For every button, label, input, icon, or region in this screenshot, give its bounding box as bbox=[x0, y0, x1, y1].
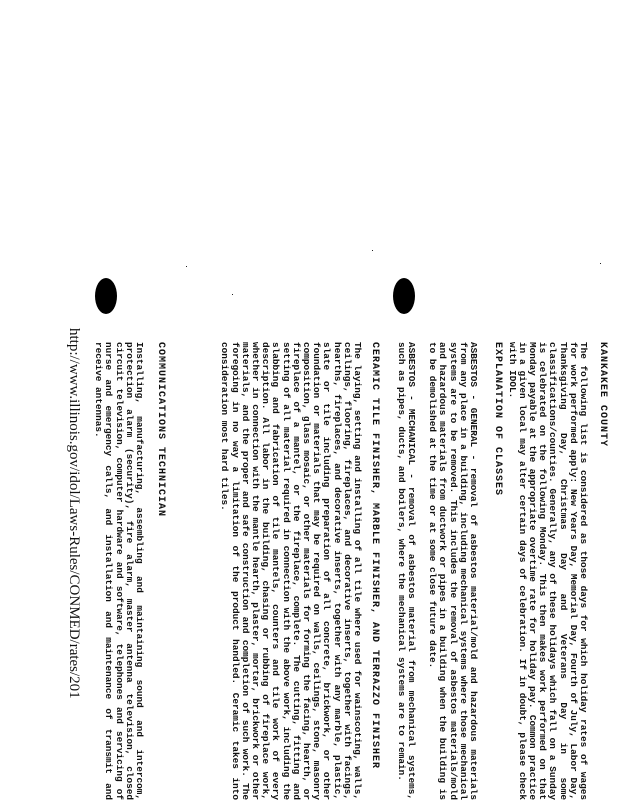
class-title: ASBESTOS - GENERAL bbox=[468, 342, 479, 448]
class-ceramic-title: CERAMIC TILE FINISHER, MARBLE FINISHER, AND TERRAZZO FINISHER bbox=[369, 342, 380, 770]
class-asbestos-mechanical bbox=[396, 342, 416, 800]
rotated-document bbox=[58, 0, 618, 800]
class-title: ASBESTOS - MECHANICAL bbox=[406, 342, 417, 466]
class-body: - removal of asbestos material from mechanical systems, such as pipes, ducts, and boilers, where the mechanical systems are to remain. bbox=[395, 342, 417, 800]
county-heading: KANKAKEE COUNTY bbox=[597, 342, 608, 448]
footer-url: http://www.illinois.gov/idol/Laws-Rules/CONMED/rates/201 bbox=[66, 328, 82, 699]
class-communications-body: Installing, manufacturing, assembling and maintaining sound and intercom, protection alarm (security), fire alarm, master antenna television, closed circuit television, computer hardware and software, telephones and servicing of nurse and emergency calls, and installation and maintenance of transmit and receive antennas. bbox=[93, 342, 145, 800]
explanation-heading: EXPLANATION OF CLASSES bbox=[492, 342, 503, 497]
holiday-paragraph: The following list is considered as those days for which holiday rates of wages for work performed apply: New Years Day, Memorial Day, Fourth of July, Labor Day, Thanksgiving Day, Christmas Day and Veterans Day in some classifications/counties. Generally, any of these holidays which fall on a Sunday is celebrated on the following Monday. This then makes work performed on that Monday payable at the appropriate overtime rate for holiday pay. Common practice in a given local may alter certain days of celebration. If in doubt, please check with IDOL. bbox=[506, 342, 589, 800]
class-asbestos-general bbox=[427, 342, 478, 800]
class-ceramic-body: The laying, setting and installing of all tile where used for wainscoting, walls, ceilings, flooring, fireplaces, and decorative inserts, together with facings, hearths, fireplaces, and decorative inserts, together with any marble, plastic, slate or tile including preparation of all concrete, brickwork, or other foundation or materials that may be required on walls, ceilings, stone, masonry composition, glass mosaic, or other materials for forming the facing, hearth, or fireplace of a mantel, or the fireplace, complete. The cutting, fitting and setting of all material required in connection with the above work, including the slabbing and fabrication of tile mantels, counters and tile work of every description. All labor in the building, chasing or rubbing of fireplace work, whether in connection with the mantle hearth, plaster, mortar, brickwork or other materials, and the proper and safe construction and completion of such work. The foregoing in no way a limitation of the product handled. Ceramic takes into consideration most hard tiles. bbox=[219, 342, 363, 800]
class-communications-title: COMMUNICATIONS TECHNICIAN bbox=[155, 342, 166, 518]
class-body: - removal of asbestos material/mold and hazardous materials from any place in a building, including mechanical systems where those mechanical systems are to be removed. This includes the removal of asbestos materials/mold and hazardous materials from ductwork or pipes in a building when the building is to be demolished at the time or at some close future date. bbox=[427, 342, 479, 800]
